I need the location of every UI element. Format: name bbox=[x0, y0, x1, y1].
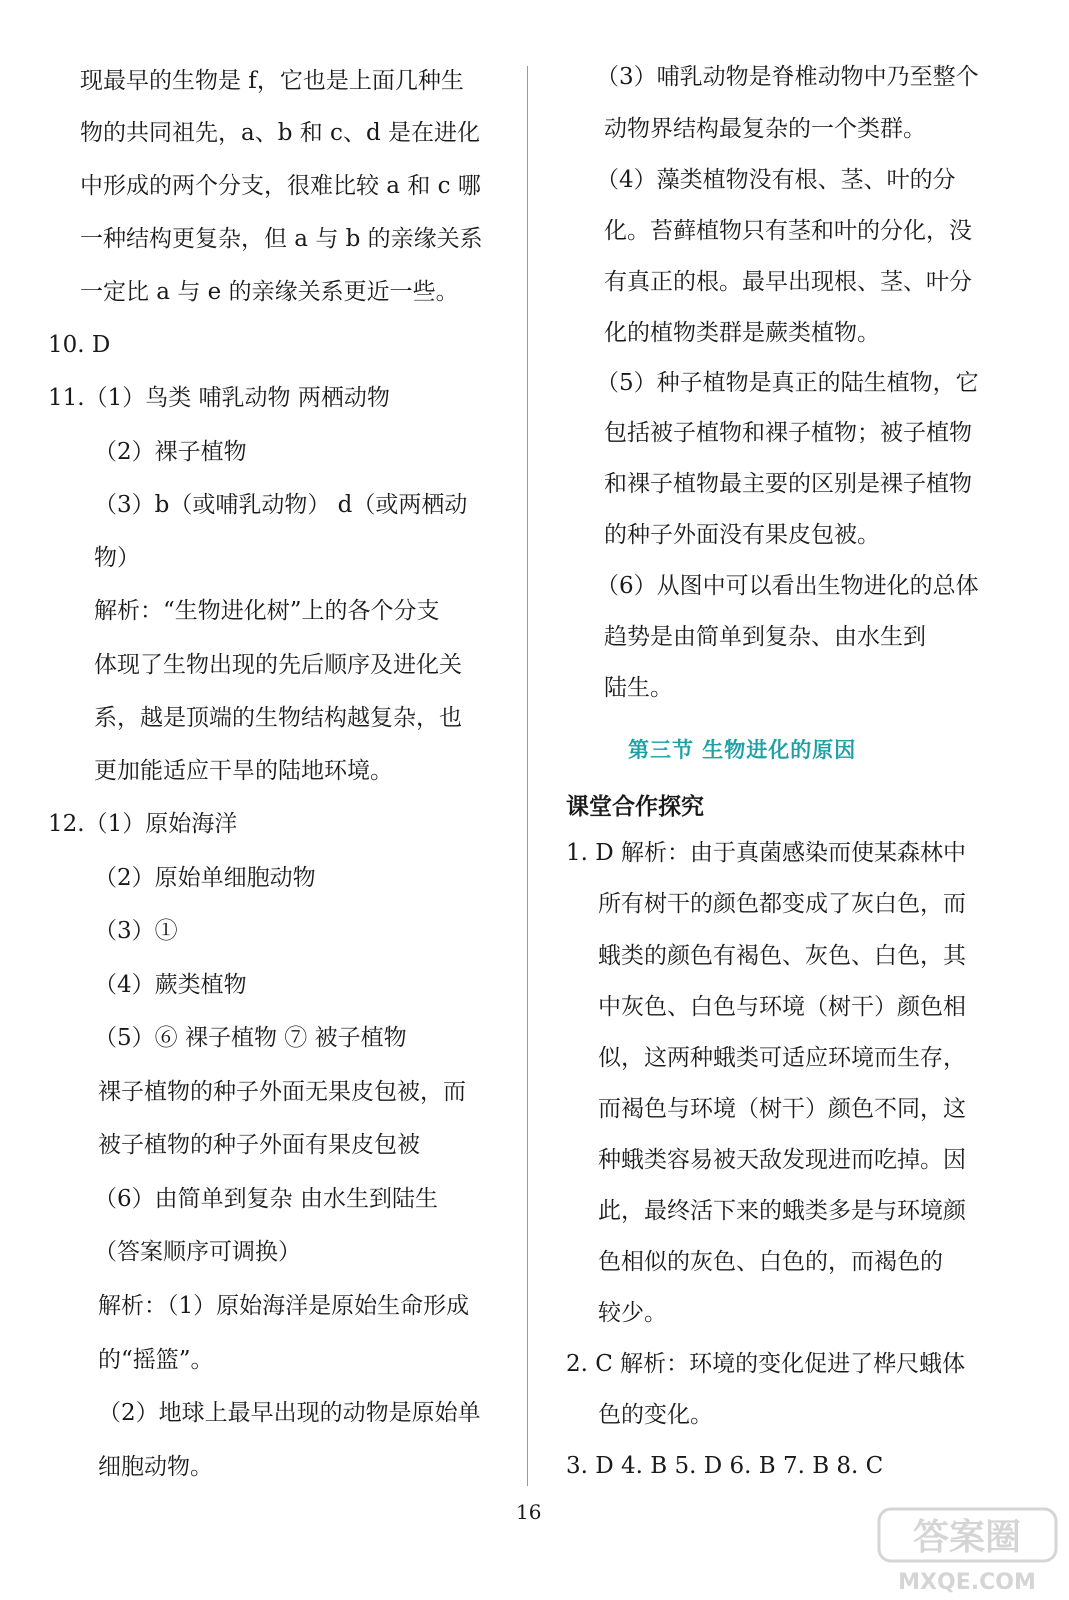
analysis-12: 解析：（1）原始海洋是原始生命形成 bbox=[98, 1293, 470, 1319]
answer-12-5: （5）⑥ 裸子植物 ⑦ 被子植物 bbox=[94, 1025, 407, 1051]
analysis-11: 解析：“生物进化树”上的各个分支 bbox=[94, 598, 440, 624]
right-line: 化。苔藓植物只有茎和叶的分化，没 bbox=[604, 218, 972, 244]
answer-12-3: （3）① bbox=[94, 918, 178, 944]
right-line: 所有树干的颜色都变成了灰白色，而 bbox=[598, 891, 966, 917]
right-line: 和裸子植物最主要的区别是裸子植物 bbox=[604, 471, 972, 497]
answer-3-8: 3. D 4. B 5. D 6. B 7. B 8. C bbox=[566, 1453, 884, 1479]
right-line: （3）哺乳动物是脊椎动物中乃至整个 bbox=[596, 64, 979, 90]
right-line: 似，这两种蛾类可适应环境而生存， bbox=[598, 1045, 966, 1071]
right-line: （5）种子植物是真正的陆生植物，它 bbox=[596, 370, 979, 396]
section-title: 第三节 生物进化的原因 bbox=[628, 738, 857, 762]
answer-11-1: 11.（1）鸟类 哺乳动物 两栖动物 bbox=[48, 385, 390, 411]
left-line: 中形成的两个分支，很难比较 a 和 c 哪 bbox=[80, 173, 481, 199]
right-line: 蛾类的颜色有褐色、灰色、白色，其 bbox=[598, 943, 966, 969]
watermark-logo bbox=[875, 1505, 1060, 1595]
left-line: 现最早的生物是 f，它也是上面几种生 bbox=[80, 68, 464, 94]
left-line: 被子植物的种子外面有果皮包被 bbox=[98, 1132, 420, 1158]
right-line: 而褐色与环境（树干）颜色不同，这 bbox=[598, 1096, 966, 1122]
right-line: 色相似的灰色、白色的，而褐色的 bbox=[598, 1249, 943, 1275]
section-heading: 课堂合作探究 bbox=[566, 794, 704, 820]
left-line: （2）地球上最早出现的动物是原始单 bbox=[98, 1400, 481, 1426]
watermark-url: MXQE.COM bbox=[898, 1570, 1036, 1595]
right-line: 较少。 bbox=[598, 1300, 667, 1326]
answer-11-2: （2）裸子植物 bbox=[94, 439, 247, 465]
right-line: 化的植物类群是蕨类植物。 bbox=[604, 320, 880, 346]
watermark-text: 答案圈 bbox=[912, 1517, 1022, 1558]
right-line: （6）从图中可以看出生物进化的总体 bbox=[596, 573, 979, 599]
answer-2: 2. C 解析：环境的变化促进了桦尺蛾体 bbox=[566, 1351, 966, 1377]
answer-12-4: （4）蕨类植物 bbox=[94, 972, 247, 998]
right-line: 动物界结构最复杂的一个类群。 bbox=[604, 116, 926, 142]
left-line: 一定比 a 与 e 的亲缘关系更近一些。 bbox=[80, 279, 459, 305]
answer-10: 10. D bbox=[48, 332, 111, 358]
left-line: 一种结构更复杂，但 a 与 b 的亲缘关系 bbox=[80, 226, 483, 252]
left-line: 物的共同祖先，a、b 和 c、d 是在进化 bbox=[80, 120, 480, 146]
right-line: 色的变化。 bbox=[598, 1402, 713, 1428]
left-line: 体现了生物出现的先后顺序及进化关 bbox=[94, 652, 462, 678]
right-line: 包括被子植物和裸子植物；被子植物 bbox=[604, 420, 972, 446]
left-line: 物） bbox=[94, 545, 140, 571]
right-line: （4）藻类植物没有根、茎、叶的分 bbox=[596, 167, 956, 193]
right-line: 的种子外面没有果皮包被。 bbox=[604, 522, 880, 548]
left-line: 的“摇篮”。 bbox=[98, 1347, 214, 1373]
answer-1: 1. D 解析：由于真菌感染而使某森林中 bbox=[566, 840, 967, 866]
right-line: 中灰色、白色与环境（树干）颜色相 bbox=[598, 994, 966, 1020]
left-line: （答案顺序可调换） bbox=[94, 1239, 301, 1265]
answer-12-6: （6）由简单到复杂 由水生到陆生 bbox=[94, 1186, 438, 1212]
answer-11-3: （3）b（或哺乳动物） d（或两栖动 bbox=[94, 492, 468, 518]
page-number: 16 bbox=[516, 1500, 542, 1524]
answer-12-2: （2）原始单细胞动物 bbox=[94, 865, 316, 891]
right-line: 此，最终活下来的蛾类多是与环境颜 bbox=[598, 1198, 966, 1224]
right-line: 趋势是由简单到复杂、由水生到 bbox=[604, 624, 926, 650]
left-line: 裸子植物的种子外面无果皮包被，而 bbox=[98, 1079, 466, 1105]
left-line: 更加能适应干旱的陆地环境。 bbox=[94, 758, 393, 784]
answer-12-1: 12.（1）原始海洋 bbox=[48, 811, 238, 837]
right-line: 有真正的根。最早出现根、茎、叶分 bbox=[604, 269, 972, 295]
left-line: 细胞动物。 bbox=[98, 1454, 213, 1480]
column-divider bbox=[527, 66, 528, 1486]
left-line: 系，越是顶端的生物结构越复杂，也 bbox=[94, 705, 462, 731]
right-line: 种蛾类容易被天敌发现进而吃掉。因 bbox=[598, 1147, 966, 1173]
right-line: 陆生。 bbox=[604, 675, 673, 701]
